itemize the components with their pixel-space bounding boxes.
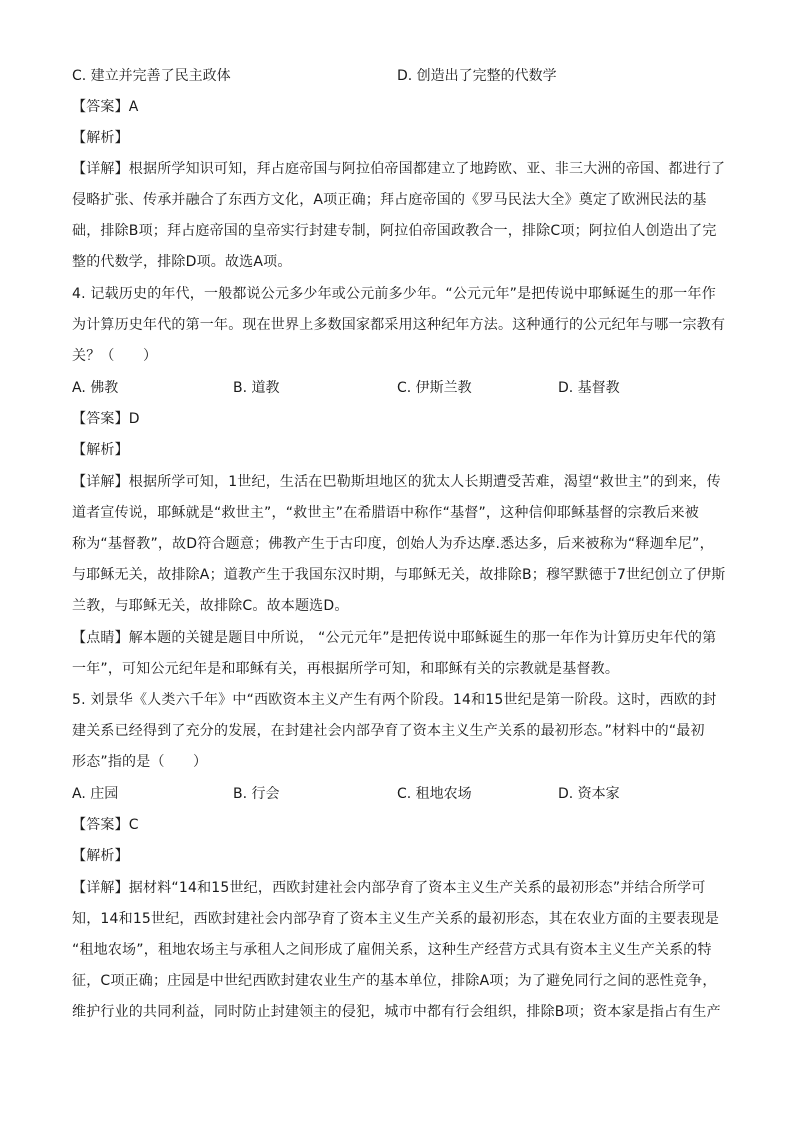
q5-detail-line: 【详解】据材料“14和15世纪，西欧封建社会内部孕育了资本主义生产关系的最初形态”并结合所学可 — [72, 880, 706, 896]
q3-detail-line: 【详解】根据所学知识可知，拜占庭帝国与阿拉伯帝国都建立了地跨欧、亚、非三大洲的帝国、都进行了 — [72, 161, 726, 177]
q3-detail-line: 础，排除B项；拜占庭帝国的皇帝实行封建专制，阿拉伯帝国政教合一，排除C项；阿拉伯人创造出了完 — [72, 223, 717, 239]
q5-option-b: B. 行会 — [233, 786, 280, 802]
q5-stem-line: 建关系已经得到了充分的发展，在封建社会内部孕育了资本主义生产关系的最初形态。”材料中的“最初 — [72, 723, 705, 739]
q4-detail-line: 【详解】根据所学可知，1世纪，生活在巴勒斯坦地区的犹太人长期遭受苦难，渴望“救世主”的到来，传 — [72, 474, 721, 490]
q3-detail-line: 整的代数学，排除D项。故选A项。 — [72, 254, 292, 270]
q5-option-c: C. 租地农场 — [397, 786, 472, 802]
q4-detail-line: 与耶稣无关，故排除A；道教产生于我国东汉时期，与耶稣无关，故排除B；穆罕默德于7世纪创立了伊斯 — [72, 567, 726, 583]
q5-stem-line: 形态”指的是（ ） — [72, 754, 208, 770]
q4-option-b: B. 道教 — [233, 380, 280, 396]
q4-option-d: D. 基督教 — [558, 380, 620, 396]
q5-detail-line: 知，14和15世纪，西欧封建社会内部孕育了资本主义生产关系的最初形态，其在农业方面的主要表现是 — [72, 911, 720, 927]
q5-stem-line: 5. 刘景华《人类六千年》中“西欧资本主义产生有两个阶段。14和15世纪是第一阶段。这时，西欧的封 — [72, 692, 717, 708]
q4-option-c: C. 伊斯兰教 — [397, 380, 472, 396]
q5-answer: 【答案】C — [72, 817, 139, 833]
q5-detail-line: “租地农场”，租地农场主与承租人之间形成了雇佣关系，这种生产经营方式具有资本主义生产关系的特 — [72, 942, 712, 958]
q3-option-c: C. 建立并完善了民主政体 — [72, 68, 231, 84]
q3-answer: 【答案】A — [72, 99, 139, 115]
q4-stem-line: 为计算历史年代的第一年。现在世界上多数国家都采用这种纪年方法。这种通行的公元纪年与哪一宗教有 — [72, 317, 726, 333]
q5-analysis-label: 【解析】 — [72, 848, 129, 864]
q4-detail-line: 道者宣传说，耶稣就是“救世主”，“救世主”在希腊语中称作“基督”，这种信仰耶稣基督的宗教后来被 — [72, 505, 699, 521]
q4-analysis-label: 【解析】 — [72, 442, 129, 458]
q3-detail-line: 侵略扩张、传承并融合了东西方文化，A项正确；拜占庭帝国的《罗马民法大全》奠定了欧洲民法的基 — [72, 192, 707, 208]
q5-detail-line: 维护行业的共同利益，同时防止封建领主的侵犯，城市中都有行会组织，排除B项；资本家是指占有生产 — [72, 1004, 721, 1020]
q5-option-a: A. 庄园 — [72, 786, 119, 802]
q4-points-line: 一年”，可知公元纪年是和耶稣有关，再根据所学可知，和耶稣有关的宗教就是基督教。 — [72, 661, 620, 677]
q4-detail-line: 兰教，与耶稣无关，故排除C。故本题选D。 — [72, 598, 349, 614]
q4-detail-line: 称为“基督教”，故D符合题意；佛教产生于古印度，创始人为乔达摩.悉达多，后来被称为“释迦牟尼”， — [72, 536, 714, 552]
q3-analysis-label: 【解析】 — [72, 130, 129, 146]
q3-option-d: D. 创造出了完整的代数学 — [397, 68, 557, 84]
q5-option-d: D. 资本家 — [558, 786, 620, 802]
q4-option-a: A. 佛教 — [72, 380, 119, 396]
q4-stem-line: 关？（ ） — [72, 348, 158, 364]
q5-detail-line: 征，C项正确；庄园是中世纪西欧封建农业生产的基本单位，排除A项；为了避免同行之间的恶性竞争， — [72, 973, 717, 989]
q4-stem-line: 4. 记载历史的年代，一般都说公元多少年或公元前多少年。“公元元年”是把传说中耶稣诞生的那一年作 — [72, 286, 716, 302]
q4-points-line: 【点睛】解本题的关键是题目中所说， “公元元年”是把传说中耶稣诞生的那一年作为计算历史年代的第 — [72, 630, 717, 646]
q4-answer: 【答案】D — [72, 411, 140, 427]
